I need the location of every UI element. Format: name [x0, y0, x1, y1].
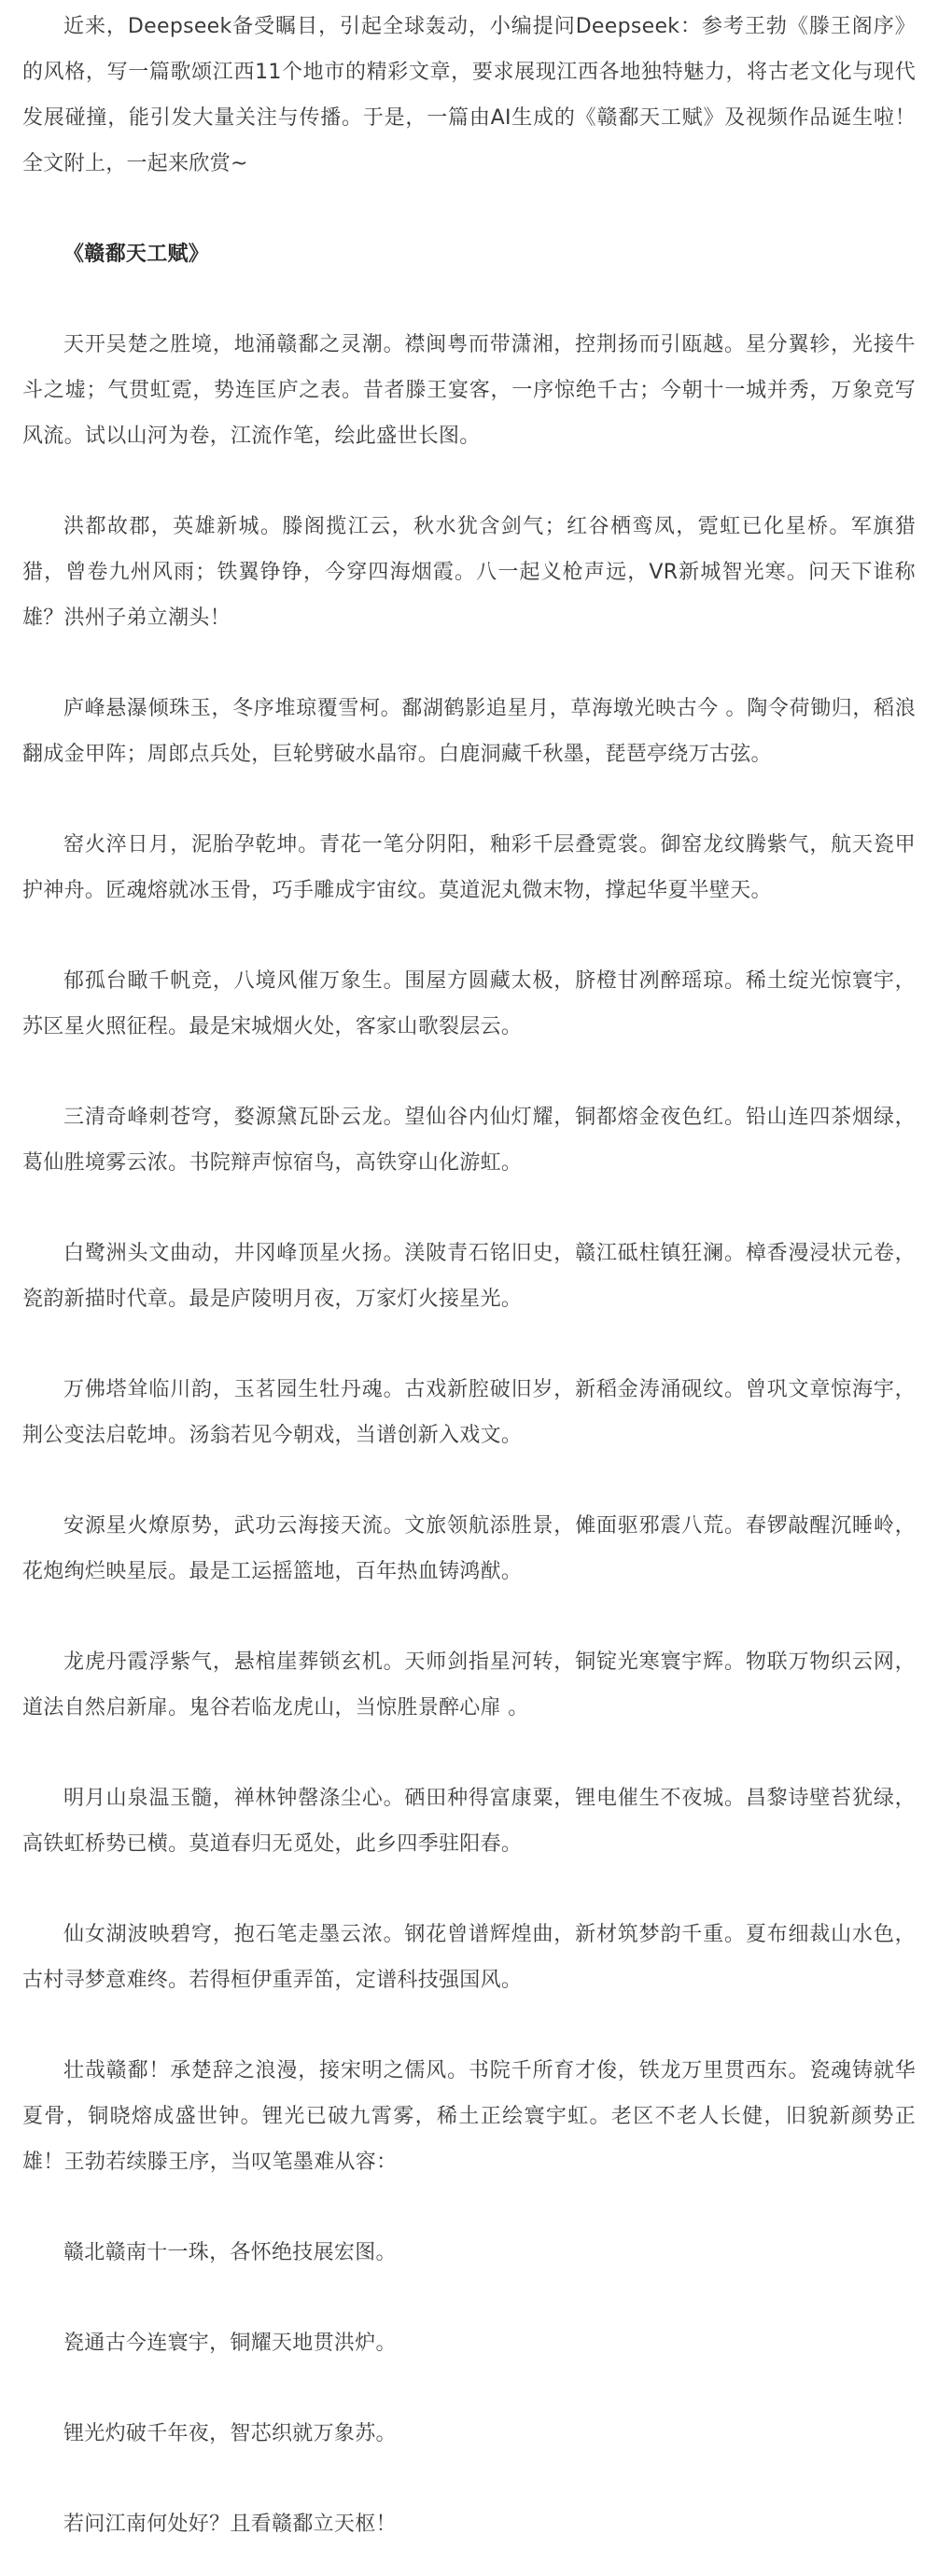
poem-paragraph: 窑火淬日月，泥胎孕乾坤。青花一笔分阴阳，釉彩千层叠霓裳。御窑龙纹腾紫气，航天瓷甲护神舟。匠魂熔就冰玉骨，巧手雕成宇宙纹。莫道泥丸微末物，撑起华夏半壁天。	[22, 833, 916, 902]
verse-line: 锂光灼破千年夜，智芯织就万象苏。	[63, 2422, 397, 2445]
poem-paragraph: 明月山泉温玉髓，禅林钟罄涤尘心。硒田种得富康粟，锂电催生不夜城。昌黎诗壁苔犹绿，高铁虹桥势已横。莫道春归无觅处，此乡四季驻阳春。	[22, 1787, 916, 1856]
poem-paragraph: 万佛塔耸临川韵，玉茗园生牡丹魂。古戏新腔破旧岁，新稻金涛涌砚纹。曾巩文章惊海宇，荆公变法启乾坤。汤翁若见今朝戏，当谱创新入戏文。	[22, 1378, 916, 1447]
poem-paragraph: 天开吴楚之胜境，地涌赣鄱之灵潮。襟闽粤而带潇湘，控荆扬而引瓯越。星分翼轸，光接牛斗之墟；气贯虹霓，势连匡庐之表。昔者滕王宴客，一序惊绝千古；今朝十一城并秀，万象竞写风流。试以山河为卷，江流作笔，绘此盛世长图。	[22, 333, 916, 448]
poem-paragraph: 郁孤台瞰千帆竞，八境风催万象生。围屋方圆藏太极，脐橙甘冽醉瑶琼。稀土绽光惊寰宇，苏区星火照征程。最是宋城烟火处，客家山歌裂层云。	[22, 969, 916, 1038]
intro-paragraph: 近来，Deepseek备受瞩目，引起全球轰动，小编提问Deepseek：参考王勃《滕王阁序》的风格，写一篇歌颂江西11个地市的精彩文章，要求展现江西各地独特魅力，将古老文化与现代发展碰撞，能引发大量关注与传播。于是，一篇由AI生成的《赣鄱天工赋》及视频作品诞生啦！全文附上，一起来欣赏~	[22, 15, 916, 175]
poem-paragraph: 安源星火燎原势，武功云海接天流。文旅领航添胜景，傩面驱邪震八荒。春锣敲醒沉睡岭，花炮绚烂映星辰。最是工运摇篮地，百年热血铸鸿猷。	[22, 1514, 916, 1583]
poem-paragraph: 洪都故郡，英雄新城。滕阁揽江云，秋水犹含剑气；红谷栖鸾凤，霓虹已化星桥。军旗猎猎，曾卷九州风雨；铁翼铮铮，今穿四海烟霞。八一起义枪声远，VR新城智光寒。问天下谁称雄？洪州子弟立潮头！	[22, 515, 916, 630]
poem-paragraph: 三清奇峰刺苍穹，婺源黛瓦卧云龙。望仙谷内仙灯耀，铜都熔金夜色红。铅山连四茶烟绿，葛仙胜境雾云浓。书院辩声惊宿鸟，高铁穿山化游虹。	[22, 1106, 916, 1175]
poem-paragraph: 壮哉赣鄱！承楚辞之浪漫，接宋明之儒风。书院千所育才俊，铁龙万里贯西东。瓷魂铸就华夏骨，铜晓熔成盛世钟。锂光已破九霄雾，稀土正绘寰宇虹。老区不老人长健，旧貌新颜势正雄！王勃若续滕王序，当叹笔墨难从容：	[22, 2059, 916, 2174]
verse-line: 瓷通古今连寰宇，铜耀天地贯洪炉。	[63, 2332, 397, 2355]
poem-paragraph: 庐峰悬瀑倾珠玉，冬序堆琼覆雪柯。鄱湖鹤影追星月，草海墩光映古今 。陶令荷锄归，稻浪翻成金甲阵；周郎点兵处，巨轮劈破水晶帘。白鹿洞藏千秋墨，琵琶亭绕万古弦。	[22, 697, 916, 766]
verse-line: 若问江南何处好？且看赣鄱立天枢！	[63, 2513, 397, 2536]
poem-paragraph: 仙女湖波映碧穹，抱石笔走墨云浓。钢花曾谱辉煌曲，新材筑梦韵千重。夏布细裁山水色，古村寻梦意难终。若得桓伊重弄笛，定谱科技强国风。	[22, 1923, 916, 1992]
poem-title: 《赣鄱天工赋》	[63, 243, 210, 266]
poem-paragraph: 龙虎丹霞浮紫气，悬棺崖葬锁玄机。天师剑指星河转，铜锭光寒寰宇辉。物联万物织云网，道法自然启新扉。鬼谷若临龙虎山，当惊胜景醉心扉 。	[22, 1650, 916, 1720]
verse-line: 赣北赣南十一珠，各怀绝技展宏图。	[63, 2241, 397, 2264]
poem-paragraph: 白鹭洲头文曲动，井冈峰顶星火扬。渼陂青石铭旧史，赣江砥柱镇狂澜。樟香漫浸状元卷，瓷韵新描时代章。最是庐陵明月夜，万家灯火接星光。	[22, 1242, 916, 1311]
